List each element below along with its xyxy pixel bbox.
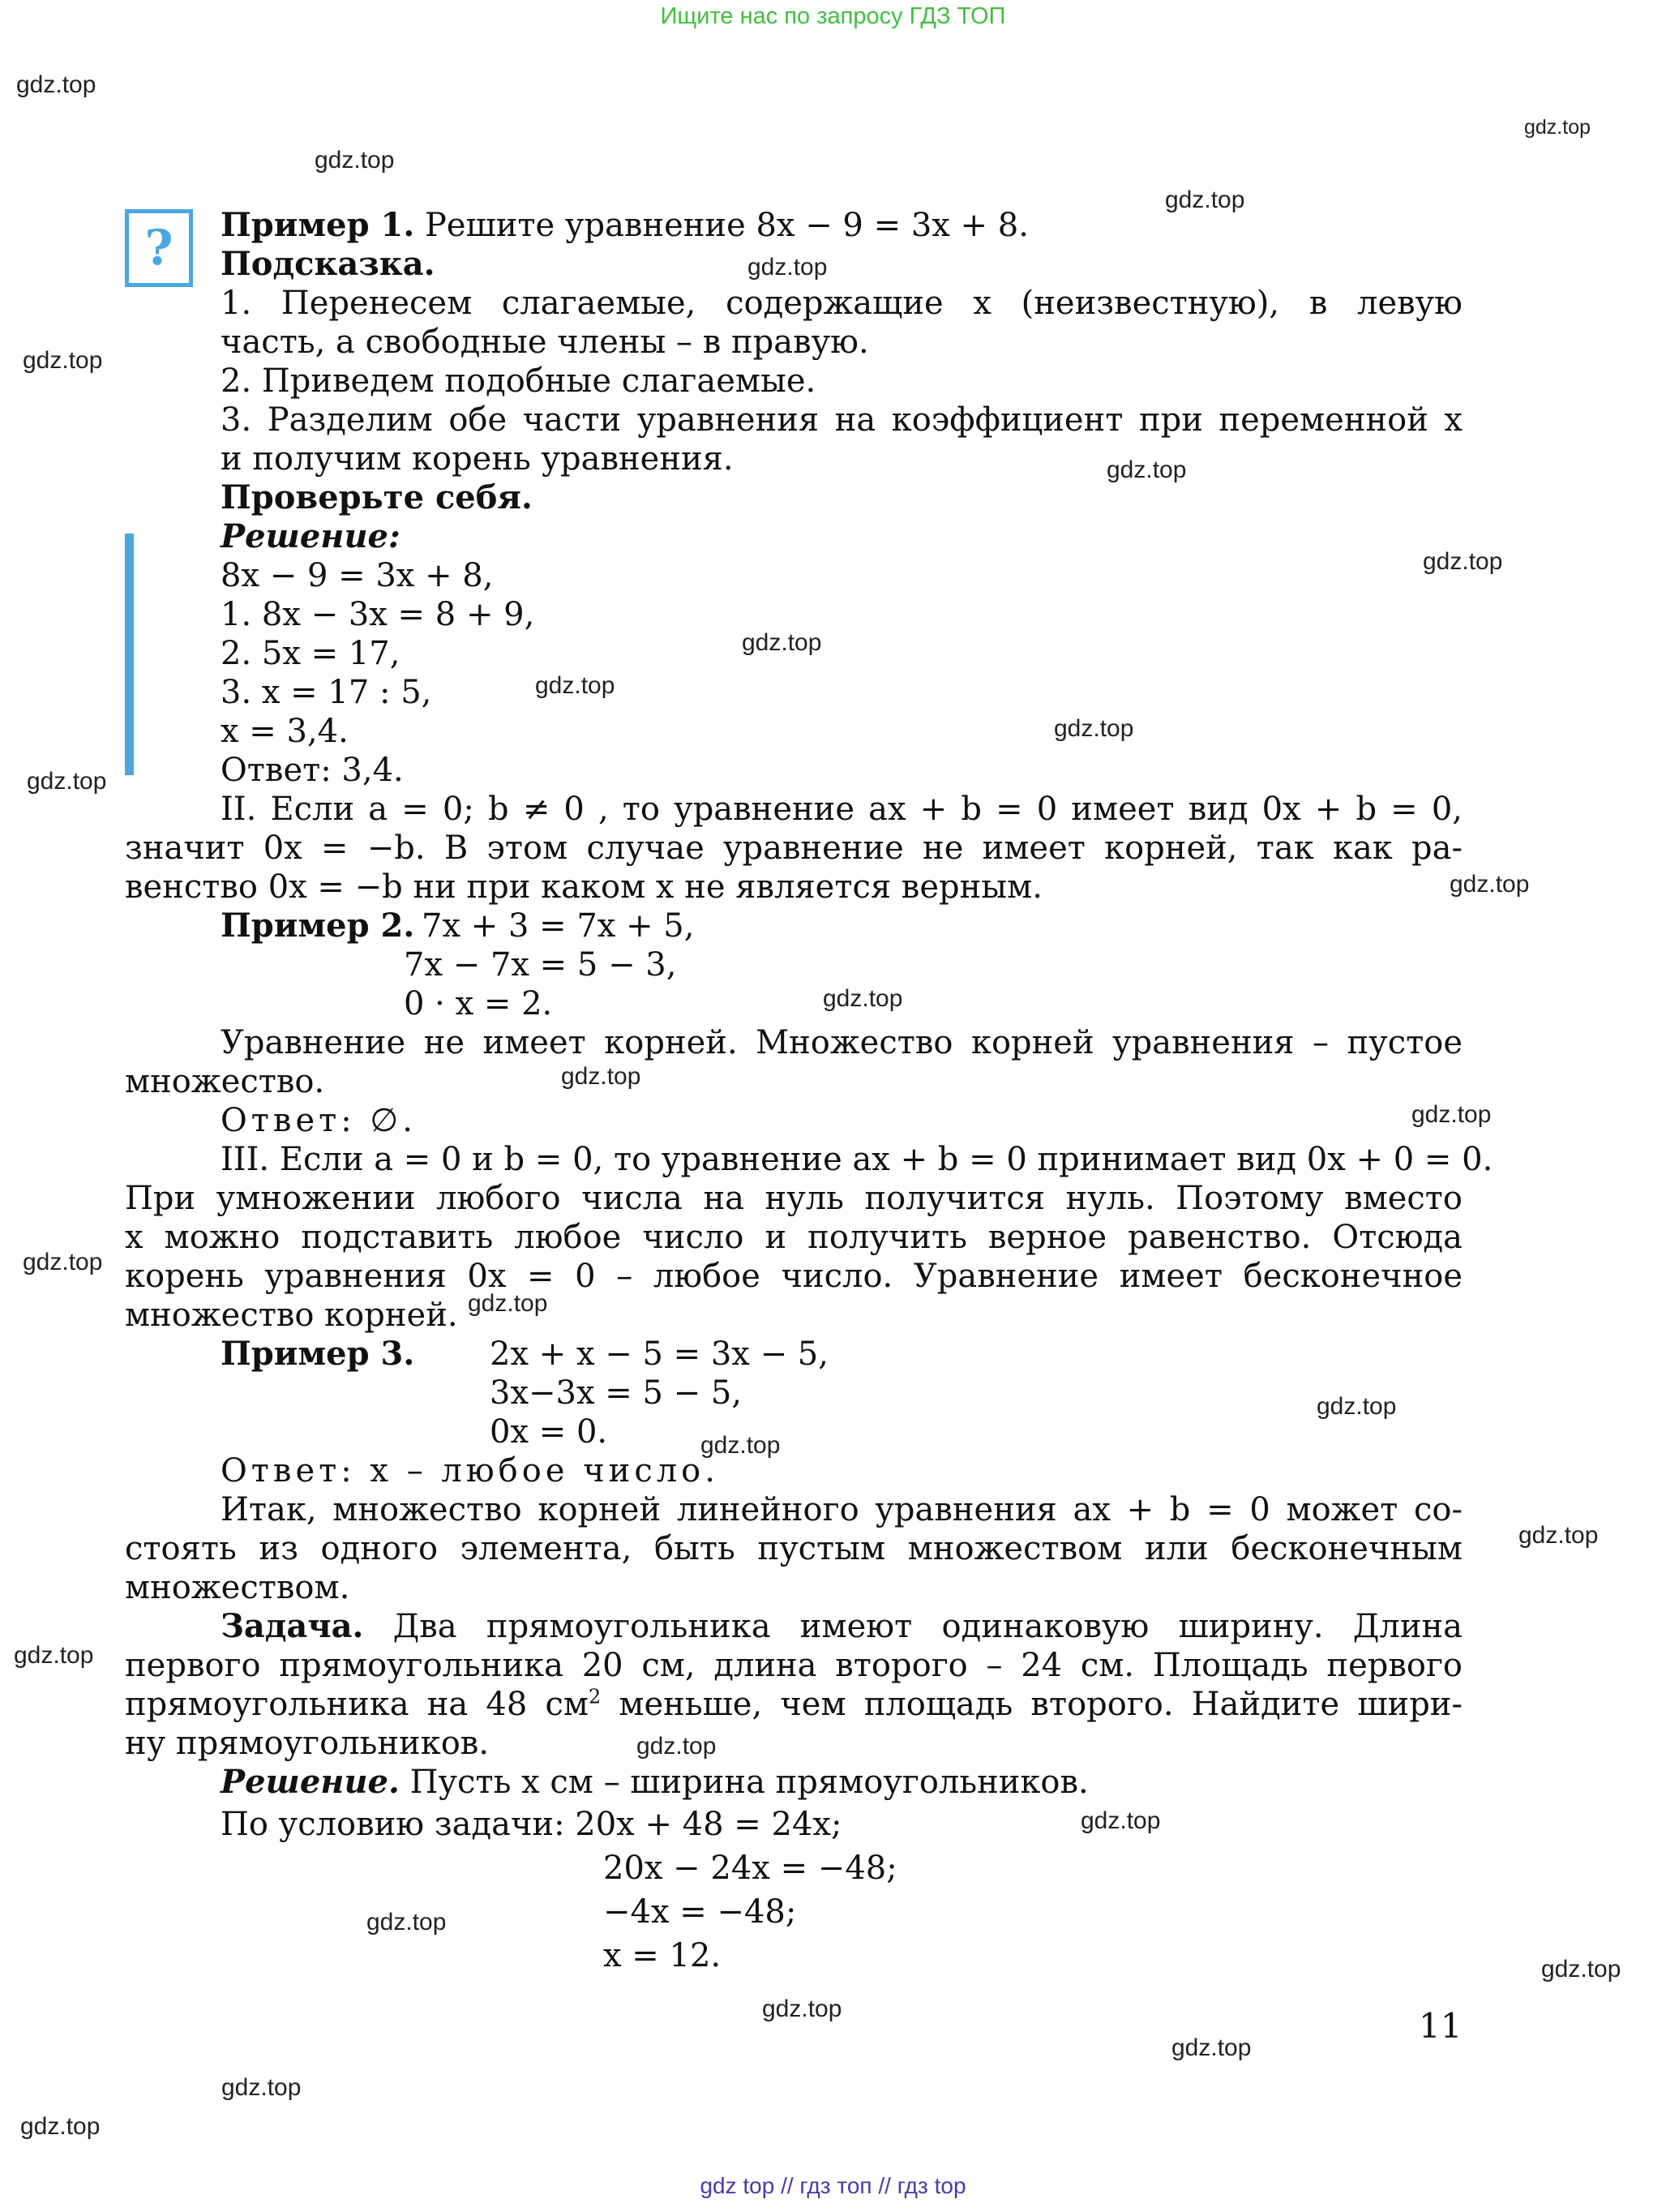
hint-line: 2. Приведем подобные слагаемые. xyxy=(221,362,816,400)
watermark: gdz.top xyxy=(1165,186,1245,213)
hint-line: 1. Перенесем слагаемые, содержащие x (неизвестную), в левую xyxy=(221,285,1463,322)
watermark: gdz.top xyxy=(823,985,903,1012)
task-line: Задача. Два прямоугольника имеют одинаковую ширину. Длина xyxy=(221,1607,1463,1645)
watermark: gdz.top xyxy=(1107,457,1187,483)
watermark: gdz.top xyxy=(23,1249,103,1275)
case2-line: значит 0x = −b. В этом случае уравнение не имеет корней, так как ра- xyxy=(125,830,1463,867)
watermark: gdz.top xyxy=(700,1432,781,1459)
answer: Ответ: 3,4. xyxy=(221,752,404,789)
watermark: gdz.top xyxy=(535,672,615,699)
solution-line: 1. 8x − 3x = 8 + 9, xyxy=(221,596,535,633)
example1-title: Пример 1. Решите уравнение 8x − 9 = 3x + 8. xyxy=(221,206,1029,244)
watermark: gdz.top xyxy=(1317,1393,1397,1420)
case3-line: корень уравнения 0x = 0 – любое число. Уравнение имеет бесконечное xyxy=(125,1258,1463,1295)
example3-line: 3x−3x = 5 − 5, xyxy=(490,1374,743,1412)
watermark: gdz.top xyxy=(1518,1522,1599,1549)
task-solution: Решение. Пусть x см – ширина прямоугольников. xyxy=(221,1763,1089,1801)
example2-line: 0 · x = 2. xyxy=(404,985,553,1022)
hint-title: Подсказка. xyxy=(221,245,435,283)
solution-title: Решение: xyxy=(221,517,400,555)
solution-marker-bar xyxy=(125,534,134,775)
watermark: gdz.top xyxy=(1450,871,1530,898)
watermark: gdz.top xyxy=(221,2074,302,2101)
example3-line: 0x = 0. xyxy=(490,1413,608,1451)
example3-line: 2x + x − 5 = 3x − 5, xyxy=(490,1335,829,1373)
watermark: gdz.top xyxy=(1541,1956,1621,1983)
watermark: gdz.top xyxy=(1411,1101,1492,1128)
task-equation: По условию задачи: 20x + 48 = 24x; xyxy=(221,1806,842,1843)
task-equation: 20x − 24x = −48; xyxy=(603,1850,897,1887)
example2-line: 7x − 7x = 5 − 3, xyxy=(404,946,677,984)
summary-line: стоять из одного элемента, быть пустым множеством или бесконечным xyxy=(125,1530,1463,1567)
watermark: gdz.top xyxy=(747,254,828,281)
summary-line: множеством. xyxy=(125,1569,350,1606)
hint-line: 3. Разделим обе части уравнения на коэффициент при переменной x xyxy=(221,401,1463,439)
watermark: gdz.top xyxy=(14,1642,94,1669)
case3-line: При умножении любого числа на нуль получится нуль. Поэтому вместо xyxy=(125,1180,1463,1217)
task-line: прямоугольника на 48 $см^2$ меньше, чем площадь второго. Найдите шири- xyxy=(125,1685,1463,1723)
case3-line: x можно подставить любое число и получить верное равенство. Отсюда xyxy=(125,1219,1463,1256)
case2-line: венство 0x = −b ни при каком x не является верным. xyxy=(125,868,1043,906)
task-line: ну прямоугольников. xyxy=(125,1725,490,1762)
task-line: первого прямоугольника 20 см, длина второго – 24 см. Площадь первого xyxy=(125,1647,1463,1684)
example2-text: Уравнение не имеет корней. Множество корней уравнения – пустое xyxy=(221,1024,1463,1061)
watermark: gdz.top xyxy=(742,629,822,656)
answer: Ответ: x – любое число. xyxy=(221,1452,719,1490)
example2-text: множество. xyxy=(125,1063,325,1100)
solution-line: 8x − 9 = 3x + 8, xyxy=(221,557,494,594)
watermark: gdz.top xyxy=(23,347,103,374)
watermark: gdz.top xyxy=(1171,2034,1252,2061)
watermark: gdz.top xyxy=(16,71,96,98)
page-number: 11 xyxy=(1419,2006,1463,2046)
solution-line: x = 3,4. xyxy=(221,713,349,750)
watermark: gdz.top xyxy=(1423,548,1503,575)
watermark: gdz.top xyxy=(366,1909,447,1935)
example3-label: Пример 3. xyxy=(221,1335,415,1373)
case2-line: II. Если a = 0; b ≠ 0 , то уравнение ax + b = 0 имеет вид 0x + b = 0, xyxy=(221,791,1463,828)
solution-line: 2. 5x = 17, xyxy=(221,635,400,672)
footer-links: gdz top // гдз топ // гдз top xyxy=(700,2173,966,2198)
watermark: gdz.top xyxy=(27,768,107,795)
watermark: gdz.top xyxy=(636,1733,717,1760)
example2-label: Пример 2. xyxy=(221,907,415,945)
watermark: gdz.top xyxy=(468,1290,548,1317)
solution-line: 3. x = 17 : 5, xyxy=(221,674,432,711)
case3-line: множество корней. xyxy=(125,1297,458,1334)
watermark: gdz.top xyxy=(1054,715,1134,742)
case3-line: III. Если a = 0 и b = 0, то уравнение ax + b = 0 принимает вид 0x + 0 = 0. xyxy=(221,1141,1493,1178)
watermark: gdz.top xyxy=(20,2113,101,2140)
hint-line: и получим корень уравнения. xyxy=(221,440,734,478)
check-yourself: Проверьте себя. xyxy=(221,478,533,517)
watermark: gdz.top xyxy=(561,1063,641,1090)
question-icon: ? xyxy=(125,209,193,287)
answer: Ответ: ∅. xyxy=(221,1102,417,1139)
example2-line: 7x + 3 = 7x + 5, xyxy=(422,907,695,945)
summary-line: Итак, множество корней линейного уравнения ax + b = 0 может со- xyxy=(221,1491,1463,1528)
top-banner: Ищите нас по запросу ГДЗ ТОП xyxy=(660,3,1006,29)
task-equation: x = 12. xyxy=(603,1937,722,1974)
hint-line: часть, а свободные члены – в правую. xyxy=(221,324,869,361)
watermark: gdz.top xyxy=(1524,116,1591,139)
task-equation: −4x = −48; xyxy=(603,1893,797,1931)
watermark: gdz.top xyxy=(315,147,395,174)
watermark: gdz.top xyxy=(762,1996,842,2022)
watermark: gdz.top xyxy=(1081,1807,1161,1834)
